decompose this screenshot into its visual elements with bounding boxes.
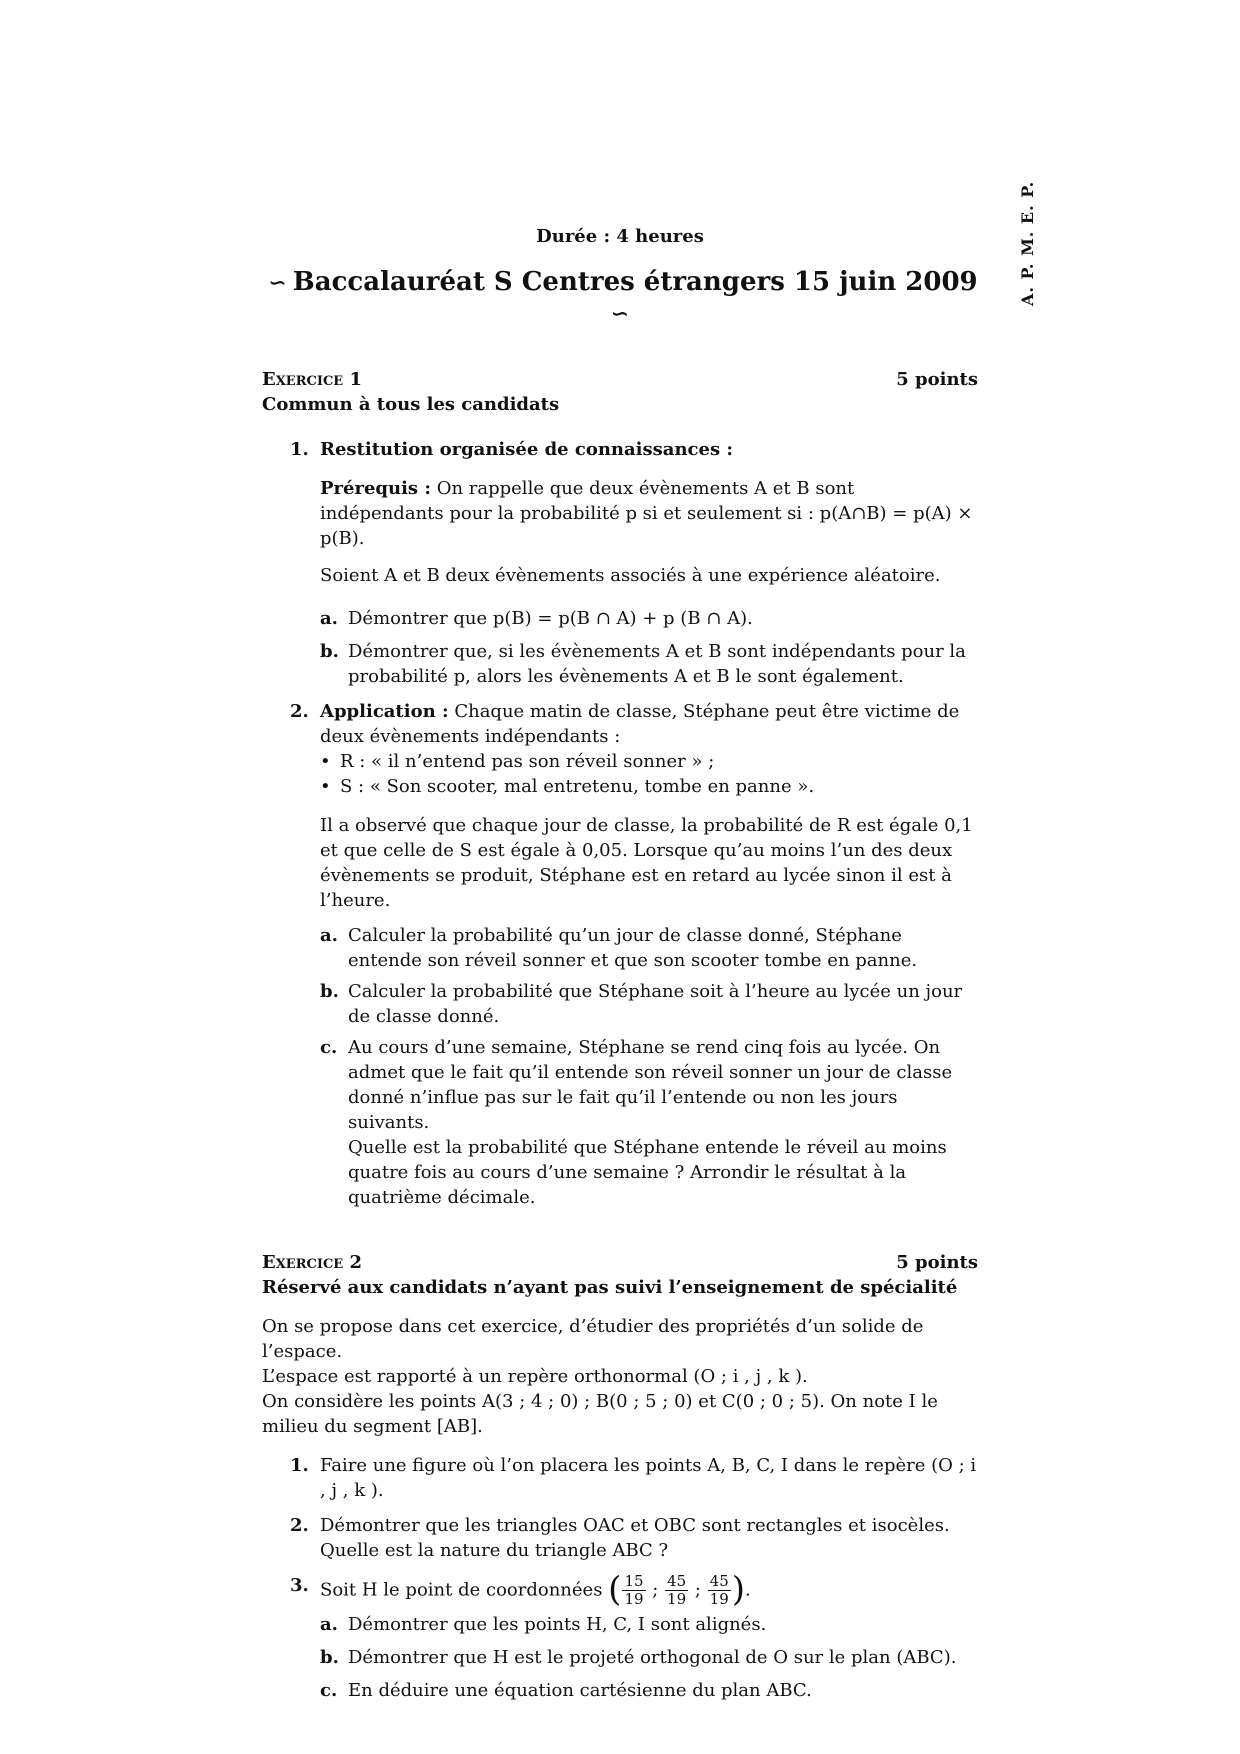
- subquestion-label: b.: [320, 641, 339, 662]
- subquestion-label: c.: [320, 1680, 338, 1701]
- ex1-question-1b: [262, 639, 978, 689]
- question-text: Chaque matin de classe, Stéphane peut être victime de deux évènements indépendants :: [320, 701, 960, 747]
- subquestion-label: c.: [320, 1037, 338, 1058]
- apmep-side-label: A. P. M. E. P.: [1018, 180, 1037, 306]
- question-number: 1.: [290, 1455, 309, 1476]
- question-title: Application :: [320, 701, 449, 722]
- intro-line-1: On se propose dans cet exercice, d’étudier des propriétés d’un solide de l’espace.: [262, 1316, 924, 1362]
- ex1-question-2b: [262, 979, 978, 1029]
- subquestion-text: Démontrer que H est le projeté orthogonal de O sur le plan (ABC).: [348, 1647, 957, 1668]
- page-title: [262, 267, 978, 329]
- exercise-1-points: 5 points: [896, 369, 978, 390]
- exercise-2-label: Exercice 2: [262, 1252, 362, 1273]
- ex2-question-3: 3. Soit H le point de coordonnées ( $\frac{15}{19}$ ; $\frac{45}{19}$ ; $\frac{45}{19}$ ).: [290, 1569, 751, 1610]
- subquestion-label: b.: [320, 1647, 339, 1668]
- bullet-event-r: • R : « il n’entend pas son réveil sonner » ;: [262, 749, 978, 774]
- question-number: 1.: [290, 439, 309, 460]
- ex2-question-1: [262, 1453, 978, 1503]
- exercise-2-points: 5 points: [896, 1252, 978, 1273]
- ex1-question-1: [262, 437, 978, 462]
- subquestion-label: a.: [320, 925, 338, 946]
- ex2-question-2: [262, 1513, 978, 1563]
- subquestion-text: Calculer la probabilité qu’un jour de classe donné, Stéphane entende son réveil sonner et que son scooter tombe en panne.: [348, 925, 918, 971]
- subquestion-text: En déduire une équation cartésienne du plan ABC.: [348, 1680, 812, 1701]
- ex1-question-2a: [262, 923, 978, 973]
- question-text-2: Quelle est la nature du triangle ABC ?: [320, 1540, 669, 1561]
- question-title: Restitution organisée de connaissances :: [320, 439, 733, 460]
- exercise-2-header: [262, 1250, 978, 1275]
- ex2-question-3b: [262, 1645, 978, 1670]
- ex2-question-3a: [262, 1612, 978, 1637]
- exercise-2-subtitle: Réservé aux candidats n’ayant pas suivi l’enseignement de spécialité: [262, 1277, 958, 1298]
- coord-y-fraction: $\frac{45}{19}$: [667, 1572, 687, 1608]
- question-number: 2.: [290, 701, 309, 722]
- exercise-1-header: [262, 367, 978, 392]
- coord-x-fraction: $\frac{15}{19}$: [624, 1572, 644, 1608]
- subquestion-text: Démontrer que p(B) = p(B ∩ A) + p (B ∩ A).: [348, 608, 753, 629]
- coord-z-fraction: $\frac{45}{19}$: [709, 1572, 729, 1608]
- subquestion-label: a.: [320, 608, 338, 629]
- prerequis-paragraph: [262, 476, 978, 551]
- ex1-question-2c: [262, 1035, 978, 1210]
- ornament-left-icon: ∽: [268, 270, 287, 296]
- subquestion-text: Démontrer que les points H, C, I sont alignés.: [348, 1614, 767, 1635]
- intro-line-3: On considère les points A(3 ; 4 ; 0) ; B(0 ; 5 ; 0) et C(0 ; 0 ; 5). On note I le milieu du segment [AB].: [262, 1391, 938, 1437]
- question-text: Faire une figure où l’on placera les points A, B, C, I dans le repère (O ; i , j , k ).: [320, 1455, 977, 1501]
- subquestion-text-1: Au cours d’une semaine, Stéphane se rend cinq fois au lycée. On admet que le fait qu’il entende son réveil sonner un jour de classe donné n’influe pas sur le fait qu’il l’entende ou non les jours suivants.: [348, 1037, 953, 1133]
- subquestion-text: Calculer la probabilité que Stéphane soit à l’heure au lycée un jour de classe donné.: [348, 981, 963, 1027]
- observation-paragraph: Il a observé que chaque jour de classe, la probabilité de R est égale 0,1 et que celle de S est égale à 0,05. Lorsque qu’au moins l’un des deux évènements se produit, Stéphane est en retard au lycée sinon il est à l’heure.: [320, 815, 973, 911]
- question-number: 2.: [290, 1515, 309, 1536]
- ornament-right-icon: ∽: [610, 301, 630, 327]
- title-text: Baccalauréat S Centres étrangers 15 juin 2009: [292, 267, 978, 297]
- prereq-label: Prérequis :: [320, 478, 431, 499]
- intro-line-2: L’espace est rapporté à un repère orthonormal (O ; i , j , k ).: [262, 1366, 808, 1387]
- question-text: Soit H le point de coordonnées: [320, 1579, 603, 1601]
- question-number: 3.: [290, 1575, 309, 1596]
- bullet-event-s: • S : « Son scooter, mal entretenu, tombe en panne ».: [262, 774, 978, 799]
- document-page: [262, 210, 978, 1703]
- exercise-1-label: Exercice 1: [262, 369, 362, 390]
- ex1-question-2: [262, 699, 978, 749]
- prereq-text: On rappelle que deux évènements A et B sont indépendants pour la probabilité p si et seulement si : p(A∩B) = p(A) × p(B).: [320, 478, 973, 549]
- question-text-1: Démontrer que les triangles OAC et OBC sont rectangles et isocèles.: [320, 1515, 950, 1536]
- subquestion-label: a.: [320, 1614, 338, 1635]
- subquestion-text-2: Quelle est la probabilité que Stéphane entende le réveil au moins quatre fois au cours d’une semaine ? Arrondir le résultat à la quatrième décimale.: [348, 1137, 947, 1208]
- subquestion-text: Démontrer que, si les évènements A et B sont indépendants pour la probabilité p, alors les évènements A et B le sont également.: [348, 641, 966, 687]
- ex2-question-3c: [262, 1678, 978, 1703]
- exercise-1-subtitle: Commun à tous les candidats: [262, 394, 560, 415]
- subquestion-label: b.: [320, 981, 339, 1002]
- duration: Durée : 4 heures: [536, 226, 704, 247]
- soient-paragraph: Soient A et B deux évènements associés à une expérience aléatoire.: [320, 565, 941, 586]
- ex1-question-1a: [262, 606, 978, 631]
